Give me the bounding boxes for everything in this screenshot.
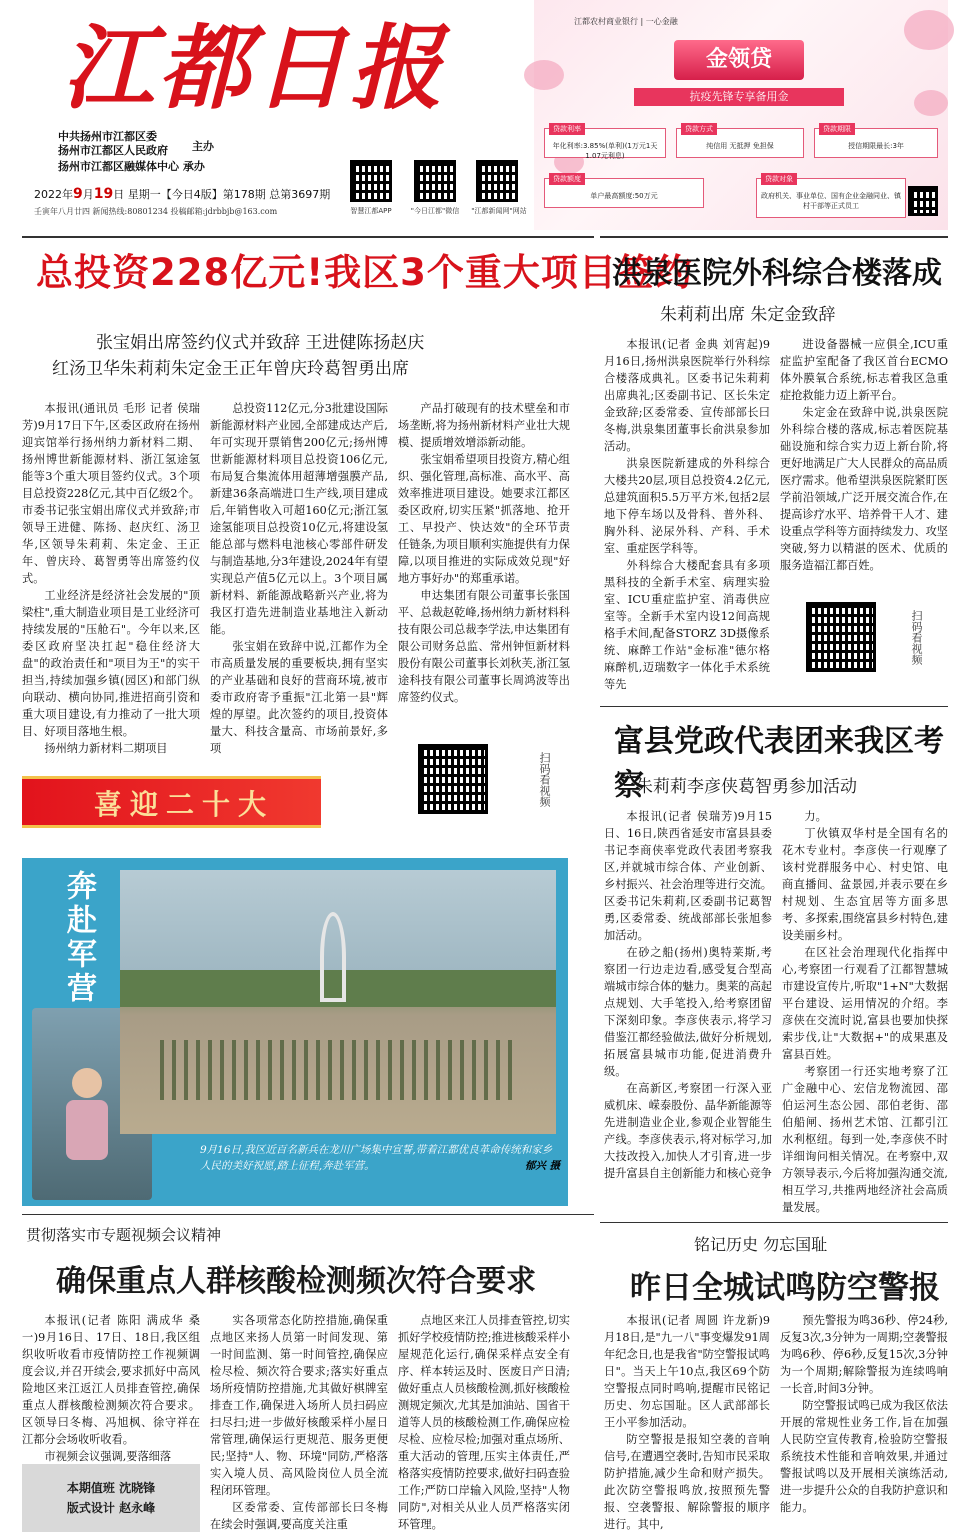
covid-col-1: 本报讯(记者 陈阳 满成华 桑一)9月16日、17日、18日,我区组织收听收看市疫情防控工作视频调度会议,并召开续会,要求抓好中高风险地区来江返江人员排查管控,确保重点人群核酸检测频次符合要求。区领导曰冬梅、冯旭枫、徐守祥在江都分会场收听收看。 市视频会议强调,要落细落 xyxy=(22,1314,200,1463)
dateline: 2022年9月19日 星期一【今日4版】第178期 总第3697期 xyxy=(34,186,331,202)
ad-subtitle: 抗疫先锋专享备用金 xyxy=(634,88,844,106)
main-headline[interactable]: 总投资228亿元!我区3个重大项目签约 xyxy=(36,251,693,294)
main-story-col-3: 产品打破现有的技术壁垒和市场垄断,将为扬州新材料产业壮大规模、提质增效增添新动能。 张宝娟希望项目投资方,精心组织、强化管理,高标准、高水平、高效率推进项目建设。她要求江都区委区政府,切实压紧"抓落地、抢开工、早投产、快达效"的全环节责任链条,为项目顺利实施提供有力保障,以项目推进的实际成效兑现"好地方事好办"的郑重承诺。 申达集团有限公司董事长张国平、总裁赵乾峰,扬州纳力新材料科技有限公司总裁李学法,申达集团有限公司财务总监、常州钟恒新材料股份有限公司董事长刘秋芙,浙江氢途科技有限公司董事长周鸿波等出席签约仪式。 xyxy=(398,402,570,704)
qr-caption: "江都新闻网"网站 xyxy=(471,207,527,215)
masthead xyxy=(22,8,534,230)
qr-caption: 扫码看视频 xyxy=(538,752,551,807)
delegation-col-2: 力。 丁伙镇双华村是全国有名的花木专业村。李彦侠一行观摩了该村党群服务中心、村史馆、电商直播间、盆景园,并表示要在乡村规划、生态宜居等方面多思考、多探索,围绕富县乡村特色,建设美丽乡村。 在区社会治理现代化指挥中心,考察团一行观看了江都智慧城市建设宣传片,听取"1+N"大数据平台建设、运用情况的介绍。李彦侠在交流时说,富县也要加快探索步伐,让"大数据+"的成果惠及富县百姓。 考察团一行还实地考察了江广金融中心、宏信龙物流园、邵伯运河生态公园、邵伯老街、邵伯船闸、扬州艺术馆、江都引江水利枢纽。每到一处,李彦侠不时详细询问相关情况。在考察中,双方领导表示,今后将加强沟通交流,相互学习,共推两地经济社会高质量发展。 xyxy=(782,810,948,1214)
airraid-col-2: 预先警报为鸣36秒、停24秒,反复3次,3分钟为一周期;空袭警报为鸣6秒、停6秒,反复15次,3分钟为一个周期;解除警报为连续鸣响一长音,时间3分钟。 防空警报试鸣已成为我区依法开展的常规性业务工作,旨在加强人民防空宣传教育,检验防空警报系统技术性能和音响效果,并通过警报试鸣以及开展相关演练活动,进一步提升公众的自我防护意识和能力。 xyxy=(780,1314,948,1514)
ad-method-box: 贷款方式 纯信用 无抵押 免担保 xyxy=(676,128,804,158)
covid-kicker: 贯彻落实市专题视频会议精神 xyxy=(26,1226,222,1244)
editor-credits: 本期值班 沈晓锋 版式设计 赵永峰 xyxy=(22,1464,200,1532)
ad-term-box: 贷款期限 授信期限最长:3年 xyxy=(814,128,938,158)
qr-caption: 智慧江都APP xyxy=(350,207,392,215)
sponsor-role-2: 承办 xyxy=(182,160,205,173)
ad-rate-box: 贷款利率 年化利率:3.85%(单利)(1万元1天1.07元利息) xyxy=(544,128,666,158)
sponsor-line-1: 中共扬州市江都区委 xyxy=(58,130,157,143)
sponsor-role-1: 主办 xyxy=(192,140,214,153)
qr-code-icon[interactable] xyxy=(908,186,938,216)
qr-caption: "今日江都"微信 xyxy=(410,207,460,215)
sponsor-line-3: 扬州市江都区融媒体中心 xyxy=(58,160,179,173)
airraid-headline[interactable]: 昨日全城试鸣防空警报 xyxy=(630,1270,940,1306)
delegation-headline[interactable]: 富县党政代表团来我区考察 xyxy=(614,724,944,803)
qr-code-icon[interactable] xyxy=(418,744,488,814)
photo-story[interactable] xyxy=(22,858,568,1206)
main-story-col-2: 总投资112亿元,分3批建设国际新能源材料产业园,全部建成达产后,年可实现开票销售200亿元;扬州博世新能源材料项目总投资106亿元,布局复合集流体用超薄增强膜产品,新建36条高端进口生产线,项目建成后,年销售收入可超160亿元;浙江氢途氢能项目总投资10亿元,将建设氢能总部与燃料电池核心零部件研发与制造基地,分3年建设,2024年有望实现总产值5亿元以上。3个项目属新材料、新能源战略新兴产业,将为我区打造先进制造业基地注入新动能。 张宝娟在致辞中说,江都作为全市高质量发展的重要板块,拥有坚实的产业基础和良好的营商环境,被市委市政府寄予重振"江北第一县"辉煌的厚望。此次签约的项目,投资体量大、科技含量高、市场前景好,多项 xyxy=(210,402,388,755)
covid-col-3: 点地区来江人员排查管控,切实抓好学校疫情防控;推进核酸采样小屋规范化运行,确保采样点安全有序、样本转运及时、医废日产日清;做好重点人员核酸检测,抓好核酸检测规定频次,尤其是加油站、国省干道等人员的核酸检测工作,确保应检尽检、应检尽检;加强对重点场所、重大活动的管理,压实主体责任,严格落实疫情防控要求,做好扫码查验工作;严防口岸输入风险,坚持"人物同防",对相关从业人员严格落实闭环管理。 xyxy=(398,1314,570,1531)
photo-story-title: 奔赴军营 xyxy=(61,870,96,1006)
ad-target-box: 贷款对象 政府机关、事业单位、国有企业金融同业、镇村干部等正式员工 xyxy=(756,178,906,218)
covid-col-2: 实各项常态化防控措施,确保重点地区来扬人员第一时间发现、第一时间监测、第一时间管控,确保应检尽检、频次符合要求;落实好重点场所疫情防控措施,尤其做好棋牌室排查工作,确保进入场所人员扫码应扫尽扫;进一步做好核酸采样小屋日常管理,确保运行更规范、服务更便民;坚持"人、物、环境"同防,严格落实入境人员、高风险岗位人员全流程闭环管理。 区委常委、宣传部部长曰冬梅在续会时强调,要高度关注重 xyxy=(210,1314,388,1531)
qr-code-icon[interactable] xyxy=(476,160,518,202)
photo-caption: 9月16日,我区近百名新兵在龙川广场集中宣誓,带着江都优良革命传统和家乡人民的美好祝愿,踏上征程,奔赴军营。 郁兴 摄 xyxy=(200,1144,560,1172)
hospital-headline[interactable]: 洪泉医院外科综合楼落成 xyxy=(612,256,942,291)
square-photo xyxy=(120,870,556,1134)
airraid-col-1: 本报讯(记者 周圆 许龙新)9月18日,是"九一八"事变爆发91周年纪念日,也是我省"防空警报试鸣日"。当天上午10点,我区69个防空警报点同时鸣响,提醒市民铭记历史、勿忘国耻。区人武部部长王小平参加活动。 防空警报是报知空袭的音响信号,在遭遇空袭时,告知市民采取防护措施,减少生命和财产损失。此次防空警报鸣放,按照预先警报、空袭警报、解除警报的顺序进行。其中, xyxy=(604,1314,770,1531)
sponsor-line-2: 扬州市江都区人民政府 xyxy=(58,144,168,157)
hospital-col-2: 进设备器械一应俱全,ICU重症监护室配备了我区首台ECMO体外膜氧合系统,标志着我区急重症抢救能力迈上新平台。 朱定金在致辞中说,洪泉医院外科综合楼的落成,标志着医院基础设施和综合实力迈上新台阶,将更好地满足广大人民群众的高品质医疗需求。他希望洪泉医院紧盯医学前沿领域,广泛开展交流合作,在提高诊疗水平、培养骨干人才、建设重点学科等方面持续发力、攻坚突破,努力以精湛的医术、优质的服务造福江都百姓。 xyxy=(780,338,948,572)
qr-code-icon[interactable] xyxy=(350,160,392,202)
qr-code-icon[interactable] xyxy=(414,160,456,202)
sponsor-block xyxy=(58,130,168,158)
subline: 壬寅年八月廿四 新闻热线:80801234 投稿邮箱:jdrbbjb@163.com xyxy=(34,207,278,216)
qr-caption: 扫码看视频 xyxy=(910,610,923,665)
celebration-banner: 喜迎二十大 xyxy=(22,776,321,828)
hospital-subhead: 朱莉莉出席 朱定金致辞 xyxy=(660,305,836,325)
newspaper-logo: 江都日报 xyxy=(62,14,447,122)
bank-name: 江都农村商业银行 | 一心金融 xyxy=(574,17,678,26)
main-story-col-1: 本报讯(通讯员 毛形 记者 侯瑞芳)9月17日下午,区委区政府在扬州迎宾馆举行扬州纳力新材料二期、扬州博世新能源材料、浙江氢途氢能等3个重大项目签约仪式。3个项目总投资228亿元,其中百亿级2个。市委书记张宝娟出席仪式并致辞;市领导王进健、陈扬、赵庆红、汤卫华,区领导朱莉莉、朱定金、王正年、曾庆玲、葛智勇等出席签约仪式。 工业经济是经济社会发展的"顶梁柱",重大制造业项目是工业经济可持续发展的"压舱石"。今年以来,区委区政府坚决扛起"稳住经济大盘"的政治责任和"项目为王"的实干担当,持续加强乡镇(园区)和部门纵向联动、横向协同,推进招商引资和重大项目建设,有力推动了一批大项目、好项目落地生根。 扬州纳力新材料二期项目 xyxy=(22,402,200,755)
airraid-kicker: 铭记历史 勿忘国耻 xyxy=(694,1235,828,1254)
qr-code-icon[interactable] xyxy=(806,602,876,672)
main-subhead: 张宝娟出席签约仪式并致辞 王进健陈扬赵庆 红汤卫华朱莉莉朱定金王正年曾庆玲葛智勇出席 xyxy=(52,333,425,379)
ad-title: 金领贷 xyxy=(674,40,804,80)
photo-credit: 郁兴 摄 xyxy=(524,1160,560,1172)
bank-advertisement[interactable] xyxy=(534,0,948,230)
hospital-col-1: 本报讯(记者 金典 刘宵起)9月16日,扬州洪泉医院举行外科综合楼落成典礼。区委书记朱莉莉出席典礼;区委副书记、区长朱定金致辞;区委常委、宣传部部长曰冬梅,洪泉集团董事长俞洪泉参加活动。 洪泉医院新建成的外科综合大楼共20层,项目总投资4.2亿元,总建筑面积5.5万平方米,包括2层地下停车场以及骨科、普外科、胸外科、泌尿外科、产科、手术室、重症医学科等。 外科综合大楼配套具有多项黑科技的全新手术室、病理实验室、ICU重症监护室、消毒供应室等。全新手术室内设12间高规格手术间,配备STORZ 3D摄像系统、麻醉工作站"金标准"德尔格麻醉机,迈瑞数字一体化手术系统等先 xyxy=(604,338,770,691)
delegation-subhead: 朱莉莉李彦侠葛智勇参加活动 xyxy=(636,777,857,797)
covid-headline[interactable]: 确保重点人群核酸检测频次符合要求 xyxy=(56,1264,536,1299)
delegation-col-1: 本报讯(记者 侯瑞芳)9月15日、16日,陕西省延安市富县县委书记李商侠率党政代表团考察我区,并就城市综合体、产业创新、乡村振兴、社会治理等进行交流。区委书记朱莉莉,区委副书记葛智勇,区委常委、统战部部长张旭参加活动。 在砂之船(扬州)奥特莱斯,考察团一行边走边看,感受复合型高端城市综合体的魅力。奥莱的高起点规划、大手笔投入,给考察团留下深刻印象。李彦侠表示,将学习借鉴江都经验做法,做好分析规划,拓展富县城市功能,促进消费升级。 在高新区,考察团一行深入亚威机床、嵘泰股份、晶华新能源等先进制造业企业,参观企业智能生产线。李彦侠表示,将对标学习,加大技改投入,加快人才引育,进一步提升富县自主创新能力和核心竞争 xyxy=(604,810,772,1180)
ad-amount-box: 贷款额度 单户最高额度:50万元 xyxy=(544,178,704,208)
